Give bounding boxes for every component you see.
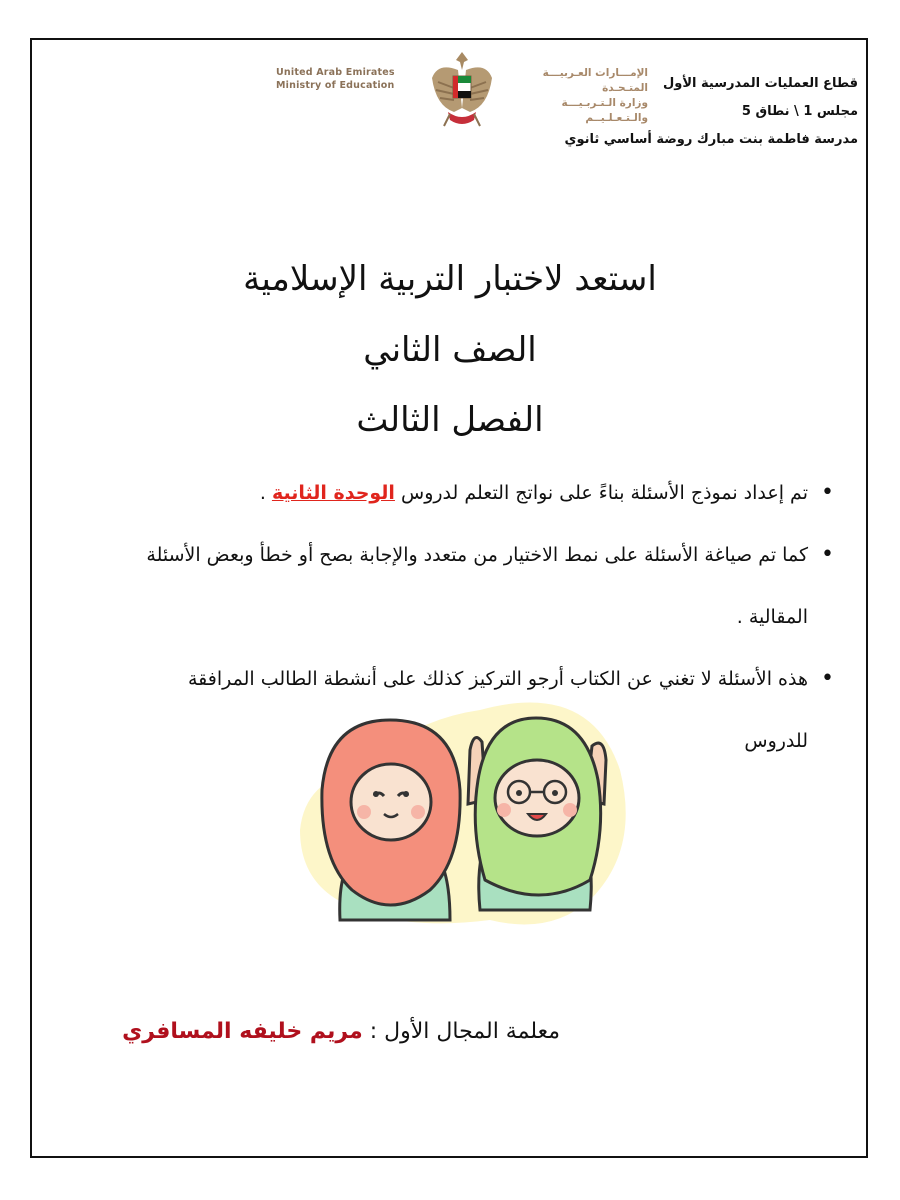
- two-hijab-girls-illustration: [290, 680, 640, 960]
- term-title: الفصل الثالث: [356, 400, 544, 440]
- uae-eagle-emblem-icon: [424, 48, 500, 132]
- school-line-council: مجلس 1 \ نطاق 5: [741, 104, 858, 119]
- page-title: استعد لاختبار التربية الإسلامية: [243, 259, 657, 299]
- school-line-sector: قطاع العمليات المدرسية الأول: [663, 76, 858, 91]
- teacher-name: مريم خليفه المسافري: [122, 1019, 363, 1044]
- bullet-icon: •: [821, 542, 834, 567]
- list-item: • تم إعداد نموذج الأسئلة بناءً على نواتج التعلم لدروس الوحدة الثانية .: [120, 462, 842, 524]
- list-item: • هذه الأسئلة لا تغني عن الكتاب أرجو التركيز كذلك على أنشطة الطالب المرافقة للدروس: [120, 648, 842, 772]
- grade-title: الصف الثاني: [363, 330, 537, 370]
- list-item: • كما تم صياغة الأسئلة على نمط الاختيار من متعدد والإجابة بصح أو خطأ وبعض الأسئلة المقالية .: [120, 524, 842, 648]
- unit-highlight: الوحدة الثانية: [271, 482, 395, 504]
- bullet-icon: •: [821, 480, 834, 505]
- ministry-name-english: United Arab Emirates Ministry of Education: [276, 67, 395, 91]
- bullet-icon: •: [821, 666, 834, 691]
- teacher-signature-line: [120, 1012, 560, 1052]
- ministry-name-arabic: الإمـــارات العـربيـــة المتـحـدة وزارة الـتـربـيـــة والـتـعـلـيــم: [542, 67, 648, 124]
- school-line-name: مدرسة فاطمة بنت مبارك روضة أساسي ثانوي: [564, 132, 858, 147]
- teacher-label: معلمة المجال الأول :: [369, 1019, 560, 1044]
